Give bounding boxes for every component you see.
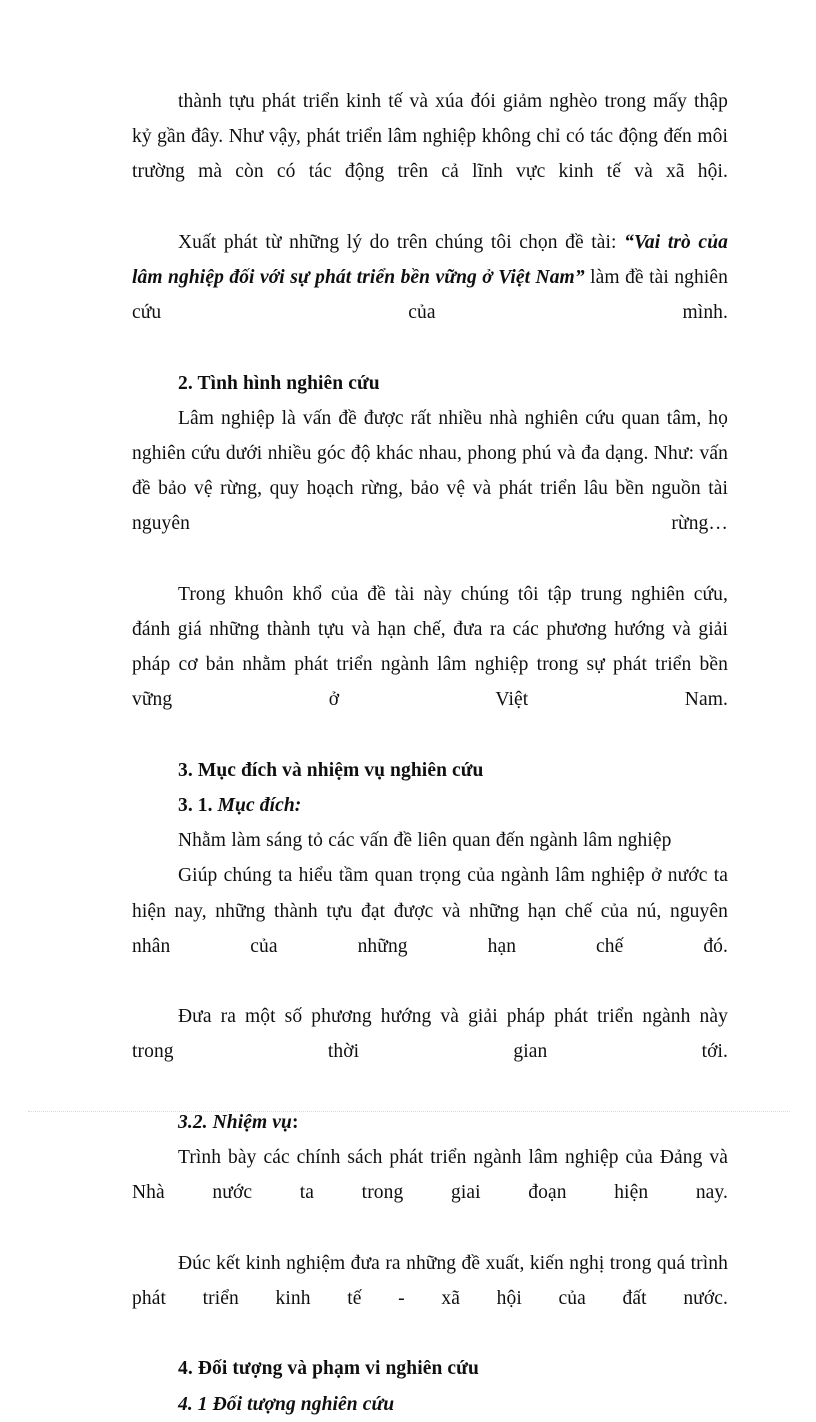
heading-2-research-situation bbox=[132, 366, 728, 401]
heading-3-number: 3. bbox=[178, 759, 198, 781]
paragraph-purpose-3: Đưa ra một số phương hướng và giải pháp phát triển ngành này trong thời gian tới. bbox=[132, 1006, 728, 1063]
paragraph-research-overview: Lâm nghiệp là vấn đề được rất nhiều nhà nghiên cứu quan tâm, họ nghiên cứu dưới nhiều góc độ khác nhau, phong phú và đa dạng. Như: vấn đề bảo vệ rừng, quy hoạch rừng, bảo vệ và phát triển lâu bền nguồn tài nguyên rừng… bbox=[132, 407, 728, 535]
bottom-dotted-rule bbox=[28, 1111, 790, 1113]
paragraph-purpose-1: Nhằm làm sáng tỏ các vấn đề liên quan đến ngành lâm nghiệp bbox=[178, 830, 672, 852]
heading-4-1-object-of-study bbox=[132, 1387, 728, 1422]
paragraph-scope-of-study: Trong khuôn khổ của đề tài này chúng tôi tập trung nghiên cứu, đánh giá những thành tựu và hạn chế, đưa ra các phương hướng và giải pháp cơ bản nhằm phát triển ngành lâm nghiệp trong sự phát triển bền vững ở Việt Nam. bbox=[132, 583, 728, 711]
heading-3-1-number: 3. 1. bbox=[178, 795, 218, 817]
heading-2-label: Tình hình nghiên cứu bbox=[197, 372, 380, 394]
heading-3-label: Mục đích và nhiệm vụ nghiên cứu bbox=[197, 759, 484, 781]
thesis-title-quoted: “Vai trò của lâm nghiệp đối với sự phát triển bền vững ở Việt Nam” bbox=[132, 231, 728, 289]
paragraph-thesis-lead-in: Xuất phát từ những lý do trên chúng tôi chọn đề tài: bbox=[178, 231, 625, 253]
heading-3-purpose-and-tasks bbox=[132, 753, 728, 788]
heading-4-number: 4. bbox=[178, 1358, 198, 1380]
heading-3-2-label: 3.2. Nhiệm vụ bbox=[178, 1111, 292, 1133]
heading-2-number: 2. bbox=[178, 372, 198, 394]
heading-3-1-label: Mục đích: bbox=[217, 795, 302, 817]
heading-4-label: Đối tượng và phạm vi nghiên cứu bbox=[197, 1358, 479, 1380]
paragraph-thesis-tail: làm đề tài nghiên cứu của mình. bbox=[132, 267, 728, 324]
paragraph-task-1: Trình bày các chính sách phát triển ngành lâm nghiệp của Đảng và Nhà nước ta trong giai đoạn hiện nay. bbox=[132, 1147, 728, 1204]
paragraph-task-2: Đúc kết kinh nghiệm đưa ra những đề xuất, kiến nghị trong quá trình phát triển kinh tế - xã hội của đất nước. bbox=[132, 1252, 728, 1309]
heading-4-1-label: 4. 1 Đối tượng nghiên cứu bbox=[178, 1393, 395, 1415]
heading-3-1-purpose bbox=[132, 788, 728, 823]
heading-4-object-and-scope bbox=[132, 1351, 728, 1386]
paragraph-purpose-2: Giúp chúng ta hiểu tầm quan trọng của ngành lâm nghiệp ở nước ta hiện nay, những thành tựu đạt được và những hạn chế của nú, nguyên nhân của những hạn chế đó. bbox=[132, 865, 728, 957]
heading-3-2-colon: : bbox=[291, 1111, 299, 1133]
paragraph-continuation: thành tựu phát triển kinh tế và xúa đói giảm nghèo trong mấy thập kỷ gần đây. Như vậy, phát triển lâm nghiệp không chỉ có tác động đến môi trường mà còn có tác động trên cả lĩnh vực kinh tế và xã hội. bbox=[132, 91, 728, 183]
document-text-column bbox=[132, 84, 728, 1422]
paragraph-thesis-title bbox=[132, 225, 728, 366]
